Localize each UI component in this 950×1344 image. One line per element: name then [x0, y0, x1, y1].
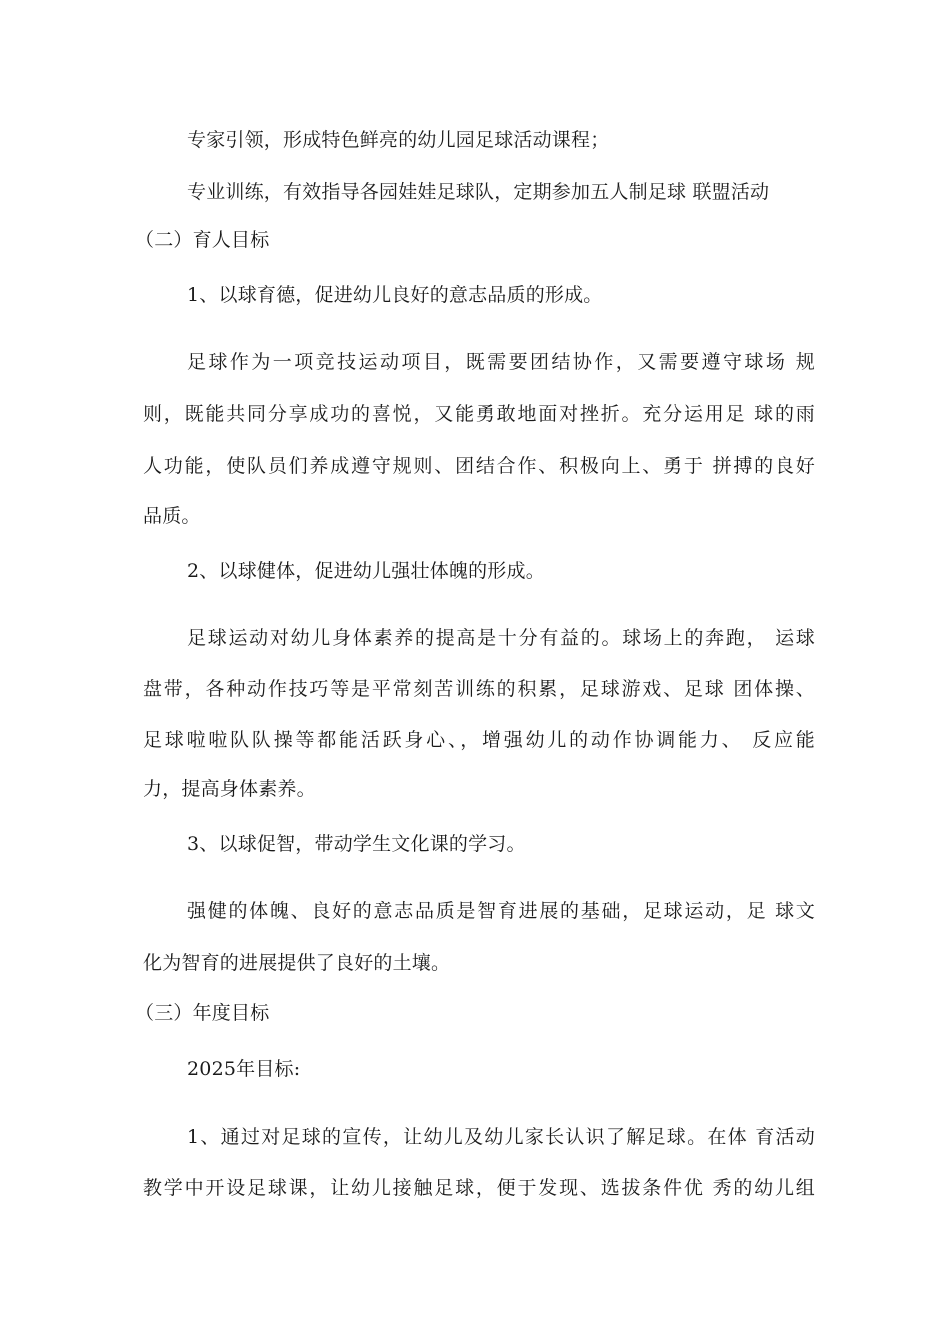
- list-heading: 1、以球育德，促进幼儿良好的意志品质的形成。: [187, 284, 603, 306]
- text-line: 盘带，各种动作技巧等是平常刻苦训练的积累，足球游戏、足球 团体操、: [143, 678, 815, 700]
- list-heading: 2025年目标:: [187, 1058, 301, 1080]
- text-line: 1、通过对足球的宣传，让幼儿及幼儿家长认识了解足球。在体 育活动: [187, 1126, 815, 1148]
- text-line: 专业训练，有效指导各园娃娃足球队，定期参加五人制足球 联盟活动: [187, 181, 770, 203]
- text-line: 足球啦啦队队操等都能活跃身心、，增强幼儿的动作协调能力、 反应能: [143, 729, 815, 751]
- text-line: 化为智育的进展提供了良好的土壤。: [143, 952, 451, 974]
- text-line: 则，既能共同分享成功的喜悦，又能勇敢地面对挫折。充分运用足 球的雨: [143, 403, 815, 425]
- text-line: 足球作为一项竞技运动项目，既需要团结协作，又需要遵守球场 规: [187, 351, 815, 373]
- text-line: 力，提高身体素养。: [143, 778, 316, 800]
- section-heading: （三）年度目标: [135, 1002, 270, 1024]
- list-heading: 2、以球健体，促进幼儿强壮体魄的形成。: [187, 560, 545, 582]
- list-heading: 3、以球促智，带动学生文化课的学习。: [187, 833, 526, 855]
- text-line: 强健的体魄、良好的意志品质是智育进展的基础，足球运动，足 球文: [187, 900, 815, 922]
- section-heading: （二）育人目标: [135, 229, 270, 251]
- text-line: 专家引领，形成特色鲜亮的幼儿园足球活动课程；: [187, 129, 610, 151]
- text-line: 人功能，使队员们养成遵守规则、团结合作、积极向上、勇于 拼搏的良好: [143, 455, 815, 477]
- text-line: 足球运动对幼儿身体素养的提高是十分有益的。球场上的奔跑， 运球: [187, 627, 815, 649]
- text-line: 教学中开设足球课，让幼儿接触足球，便于发现、选拔条件优 秀的幼儿组: [143, 1177, 815, 1199]
- text-line: 品质。: [143, 505, 201, 527]
